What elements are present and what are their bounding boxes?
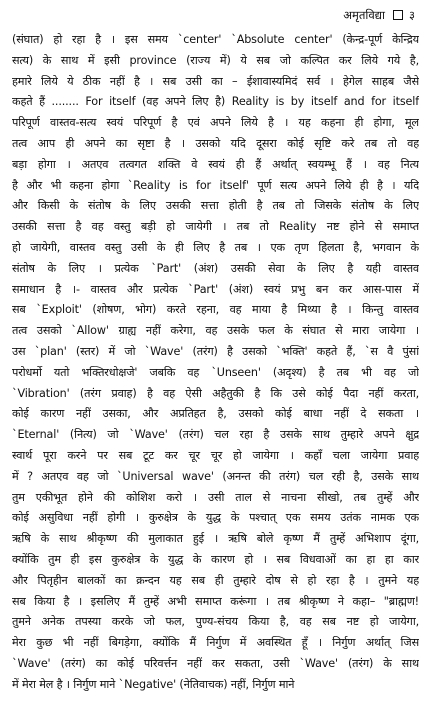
page-number: ३ bbox=[409, 7, 415, 22]
text-line: और पितृहीन बालकों का क्रन्दन यह सब ही तुम्हारे दोष से हो रहा है । तुमने यह bbox=[12, 573, 419, 587]
text-line: उसकी सत्ता है वह वस्तु बड़ी हो जायेगी । तब तो Reality नष्ट होने से समाप्त bbox=[12, 220, 419, 234]
text-line: बड़ा होगा । अतएव तत्वगत शक्ति वे स्वयं ही हैं अर्थात् स्वयम्भू हैं । वह नित्य bbox=[12, 157, 419, 171]
body-text bbox=[12, 30, 419, 696]
text-line: हमारे लिये ये ठीक नहीं है । सब उसी का – ईशावास्यमिदं सर्व । हेगेल साहब जैसे bbox=[12, 74, 419, 88]
text-line: तत्व उसको `Allow' ग्राह्य नहीं करेगा, वह उसके फल के संघात से मारा जायेगा । bbox=[12, 324, 419, 338]
text-line: `Eternal' (नित्य) जो `Wave' (तरंग) चल रहा है उसके साथ तुम्हारे अपने क्षुद्र bbox=[12, 428, 419, 442]
text-line: कहते हैं ........ For itself (वह अपने लिए है) Reality is by itself and for itself bbox=[12, 95, 419, 109]
text-line: परिपूर्ण वास्तव-सत्य स्वयं परिपूर्ण है एवं अपने लिये है । यह कहना ही होगा, मूल bbox=[12, 116, 419, 130]
text-line: क्योंकि तुम ही इस कुरुक्षेत्र के युद्ध के कारण हो । सब विधवाओं का हा हा कार bbox=[12, 552, 419, 566]
text-line: और किसी के संतोष के लिए उसकी सत्ता होती है तब तो जिसके संतोष के लिए bbox=[12, 199, 419, 213]
text-line: सब किया है । इसलिए मैं तुम्हें अभी समाप्त करूंगा । तब श्रीकृष्ण ने कहा– "ब्राह्मण! bbox=[12, 594, 419, 608]
text-line: (संघात) हो रहा है । इस समय `center' `Absolute center' (केन्द्र-पूर्ण केन्द्रिय bbox=[12, 33, 419, 46]
text-line: में ? अतएव वह जो `Universal wave' (अनन्त की तरंग) चल रही है, उसके साथ bbox=[12, 469, 419, 483]
text-line: तुम एकीभूत होने की कोशिश करो । उसी ताल से नाचना सीखो, तब तुम्हें और bbox=[12, 490, 419, 504]
text-line: स्वार्थ पूरा करने पर सब टूट कर चूर चूर हो जायेगा । कहाँ चला जायेगा प्रवाह bbox=[12, 448, 419, 462]
text-line: ऋषि के साथ श्रीकृष्ण की मुलाकात हुई । ऋषि बोले कृष्ण मैं तुम्हें अभिशाप दूंगा, bbox=[12, 532, 419, 546]
running-title: अमृतविद्या bbox=[343, 7, 386, 22]
text-line: हो जायेगी, वास्तव वस्तु उसी के ही लिए है तब । एक तृण हिलता है, भगवान के bbox=[12, 240, 419, 254]
text-line: `Vibration' (तरंग प्रवाह) है वह ऐसी अहैतुकी है कि उसे कोई पैदा नहीं करता, bbox=[12, 386, 419, 400]
text-line: उस `plan' (स्तर) में जो `Wave' (तरंग) है उसको `भक्ति' कहते हैं, `स वै पुंसां bbox=[12, 344, 419, 358]
square-ornament-icon bbox=[393, 10, 403, 20]
text-line: समाधान है ।- वास्तव और प्रत्येक `Part' (अंश) स्वयं प्रभु बन कर आस-पास में bbox=[12, 282, 419, 296]
text-line: में मेरा मेल है । निर्गुण माने `Negative' (नेतिवाचक) नहीं, निर्गुण माने bbox=[12, 677, 295, 691]
text-line: तुमने अनेक तपस्या करके जो फल, पुण्य-संचय किया है, वह सब नष्ट हो जायेगा, bbox=[12, 615, 419, 629]
text-line: कोई कारण नहीं उसका, और अप्रतिहत है, उसको कोई बाधा नहीं दे सकता । bbox=[12, 407, 419, 421]
text-line: है और भी कहना होगा `Reality is for itself' पूर्ण सत्य अपने लिये ही है । यदि bbox=[12, 178, 419, 192]
text-line: संतोष के लिए । प्रत्येक `Part' (अंश) उसकी सेवा के लिए है यही वास्तव bbox=[12, 261, 419, 275]
text-line: मेरा कुछ भी नहीं बिगड़ेगा, क्योंकि मैं निर्गुण में अवस्थित हूँ । निर्गुण अर्थात् जिस bbox=[12, 636, 419, 650]
text-line: कोई असुविधा नहीं होगी । कुरुक्षेत्र के युद्ध के पश्चात् एक समय उतंक नामक एक bbox=[12, 511, 419, 525]
text-line: तत्व आप ही अपने का सृष्टा है । उसको यदि दूसरा कोई सृष्टि करे तब तो वह bbox=[12, 136, 419, 150]
text-line: सत्य) के साथ में इसी province (राज्य में) ये सब जो कल्पित कर लिये गये है, bbox=[12, 53, 419, 67]
text-line: `Wave' (तरंग) का कोई परिवर्त्तन नहीं कर सकता, उसी `Wave' (तरंग) के साथ bbox=[12, 656, 419, 670]
text-line: सब `Exploit' (शोषण, भोग) करते रहना, वह माया है मिथ्या है । किन्तु वास्तव bbox=[12, 303, 419, 317]
running-header bbox=[12, 6, 419, 24]
text-line: परोधर्मो यतो भक्तिरधोक्षजे' जबकि वह `Unseen' (अदृश्य) है तब भी वह जो bbox=[12, 365, 419, 379]
